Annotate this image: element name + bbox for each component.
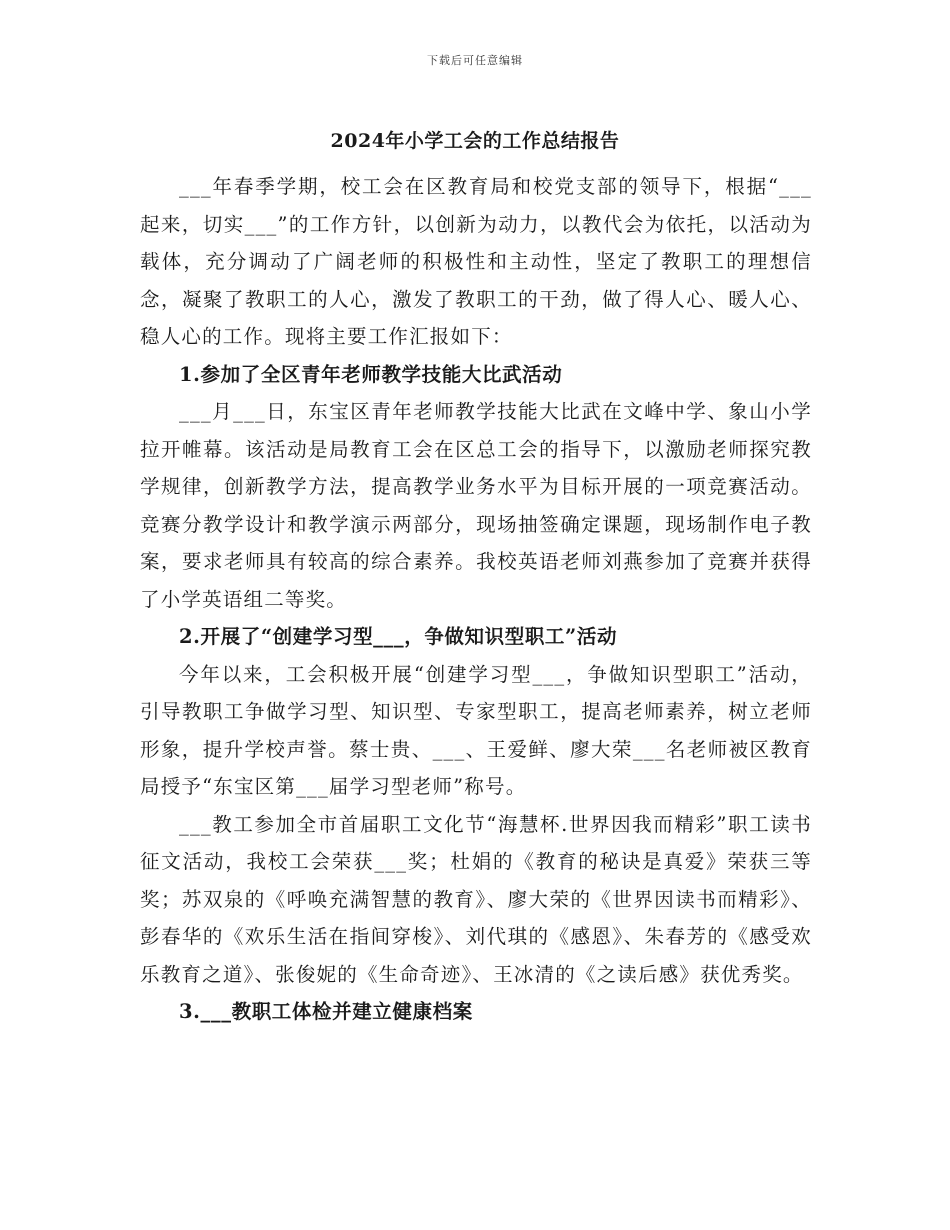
section-2-paragraph-1: 今年以来，工会积极开展“创建学习型___，争做知识型职工”活动，引导教职工争做学习型、知识型、专家型职工，提高老师素养，树立老师形象，提升学校声誉。蔡士贵、___、王爱鲜、廖大荣___名老师被区教育局授予“东宝区第___届学习型老师”称号。 (140, 662, 812, 798)
section-1-heading: 1.参加了全区青年老师教学技能大比武活动 (179, 362, 563, 386)
section-1-paragraph: ___月___日，东宝区青年老师教学技能大比武在文峰中学、象山小学拉开帷幕。该活动是局教育工会在区总工会的指导下，以激励老师探究教学规律，创新教学方法，提高教学业务水平为目标开展的一项竞赛活动。竞赛分教学设计和教学演示两部分，现场抽签确定课题，现场制作电子教案，要求老师具有较高的综合素养。我校英语老师刘燕参加了竞赛并获得了小学英语组二等奖。 (140, 400, 812, 611)
section-2-paragraph-2: ___教工参加全市首届职工文化节“海慧杯.世界因我而精彩”职工读书征文活动，我校工会荣获___奖；杜娟的《教育的秘诀是真爱》荣获三等奖；苏双泉的《呼唤充满智慧的教育》、廖大荣的《世界因读书而精彩》、彭春华的《欢乐生活在指间穿梭》、刘代琪的《感恩》、朱春芳的《感受欢乐教育之道》、张俊妮的《生命奇迹》、王冰清的《之读后感》获优秀奖。 (140, 812, 812, 986)
section-2-heading: 2.开展了“创建学习型___，争做知识型职工”活动 (179, 625, 618, 648)
document-title: 2024年小学工会的工作总结报告 (330, 130, 620, 152)
document-body (140, 168, 812, 1031)
section-3-heading: 3.___教职工体检并建立健康档案 (179, 1000, 473, 1023)
intro-paragraph: ___年春季学期，校工会在区教育局和校党支部的领导下，根据“___起来，切实___”的工作方针，以创新为动力，以教代会为依托，以活动为载体，充分调动了广阔老师的积极性和主动性，坚定了教职工的理想信念，凝聚了教职工的人心，激发了教职工的干劲，做了得人心、暖人心、稳人心的工作。现将主要工作汇报如下： (140, 175, 812, 348)
page-header-note: 下载后可任意编辑 (427, 54, 523, 67)
